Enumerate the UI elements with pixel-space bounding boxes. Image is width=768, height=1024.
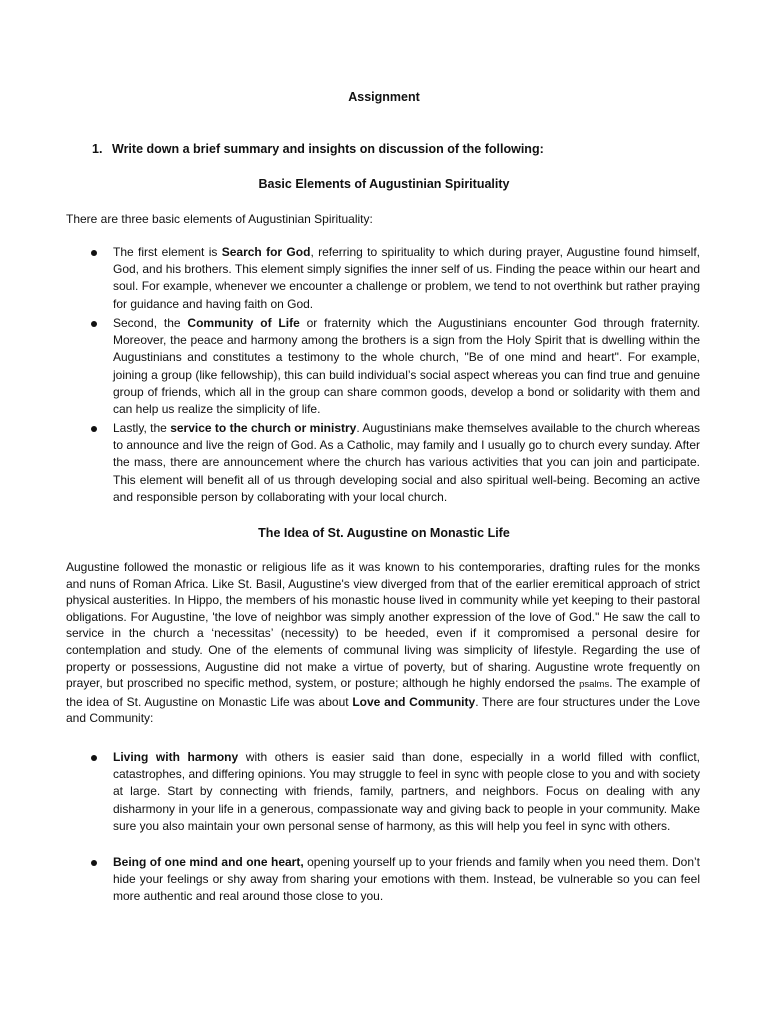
paragraph-small-text: psalms <box>579 679 610 691</box>
section1-bullet-3 <box>113 420 700 506</box>
bullet-dot <box>91 250 97 256</box>
bullet-text: Second, the <box>113 316 188 330</box>
bullet-bold-term: service to the church or ministry <box>170 421 357 435</box>
section2-paragraph <box>66 559 700 727</box>
bullet-bold-term: Being of one mind and one heart, <box>113 855 304 869</box>
paragraph-text: . The example of the idea of St. Augustine on Monastic Life was about <box>66 676 700 709</box>
paragraph-bold-term: Love and Community <box>352 694 476 709</box>
bullet-text: opening yourself up to your friends and family when you need them. Don’t hide your feelings or shy away from sharing your emotions with them. Instead, be vulnerable so you can feel more authentic and real around those close to you. <box>113 855 700 904</box>
bullet-text: . Augustinians make themselves available to the church whereas to announce and live the reign of God. As a Catholic, may family and I usually go to church every sunday. After the mass, there are announcement where the church has various activities that you can join and participate. This element will benefit all of us through developing social and also spiritual well-being. Becoming an active and responsible person by collaborating with your local church. <box>113 421 701 504</box>
bullet-text: or fraternity which the Augustinians encounter God through fraternity. Moreover, the peace and harmony among the brothers is a sign from the Holy Spirit that is dwelling within the Augustinians and constitutes a testimony to the whole church, "Be of one mind and heart". For example, joining a group (like fellowship), this can build individual’s social aspect whereas you can find true and genuine group of friends, which all in the group can share common goods, develop a bond or solidarity with them and can help us realize the simplicity of life. <box>113 316 701 417</box>
paragraph-text: . There are four structures under the Love and Community: <box>66 694 700 726</box>
question-number: 1. <box>92 142 103 156</box>
bullet-bold-term: Search for God <box>221 245 311 259</box>
section1-heading: Basic Elements of Augustinian Spirituality <box>258 177 510 191</box>
section2-bullet-1 <box>113 749 700 835</box>
bullet-dot <box>91 755 97 761</box>
bullet-bold-term: Community of Life <box>187 316 300 330</box>
document-title: Assignment <box>348 90 420 104</box>
section1-bullet-1 <box>113 244 700 313</box>
bullet-dot <box>91 860 97 866</box>
bullet-text: The first element is <box>113 245 222 259</box>
bullet-text: , referring to spirituality to which during prayer, Augustine found himself, God, and his brothers. This element simply signifies the inner self of us. Finding the peace within our heart and soul. For example, whenever we encounter a challenge or problem, we tend to not overthink but rather praying for guidance and having faith on God. <box>113 245 701 311</box>
bullet-text: Lastly, the <box>113 421 171 435</box>
section2-bullet-2 <box>113 854 700 906</box>
bullet-dot <box>91 321 97 327</box>
question-item <box>92 142 544 157</box>
question-text: Write down a brief summary and insights on discussion of the following: <box>112 142 544 156</box>
section1-bullet-2 <box>113 315 700 418</box>
bullet-dot <box>91 426 97 432</box>
bullet-bold-term: Living with harmony <box>113 750 239 764</box>
bullet-text: with others is easier said than done, especially in a world filled with conflict, catastrophes, and differing opinions. You may struggle to feel in sync with people close to you and with society at large. Start by connecting with friends, family, partners, and neighbors. Focus on dealing with any disharmony in your life in a generous, compassionate way and giving back to people in your community. Make sure you also maintain your own personal sense of harmony, as this will help you feel in sync with others. <box>113 750 700 833</box>
section2-heading: The Idea of St. Augustine on Monastic Life <box>258 526 510 540</box>
paragraph-text: Augustine followed the monastic or religious life as it was known to his contemporaries, drafting rules for the monks and nuns of Roman Africa. Like St. Basil, Augustine's view diverged from that of the earlier eremitical approach of strict physical austerities. In Hippo, the members of his monastic house lived in community while yet keeping to their pastoral obligations. For Augustine, 'the love of neighbor was simply another expression of the love of God." He saw the call to service in the church a ‘necessitas’ (necessity) to be heeded, even if it compromised a personal desire for contemplation and study. One of the elements of communal living was simplicity of lifestyle. Regarding the use of property or possessions, Augustine did not make a virtue of poverty, but of sharing. Augustine wrote frequently on prayer, but proscribed no specific method, system, or posture; although he highly endorsed the <box>66 560 700 691</box>
section1-intro: There are three basic elements of Augustinian Spirituality: <box>66 212 373 226</box>
